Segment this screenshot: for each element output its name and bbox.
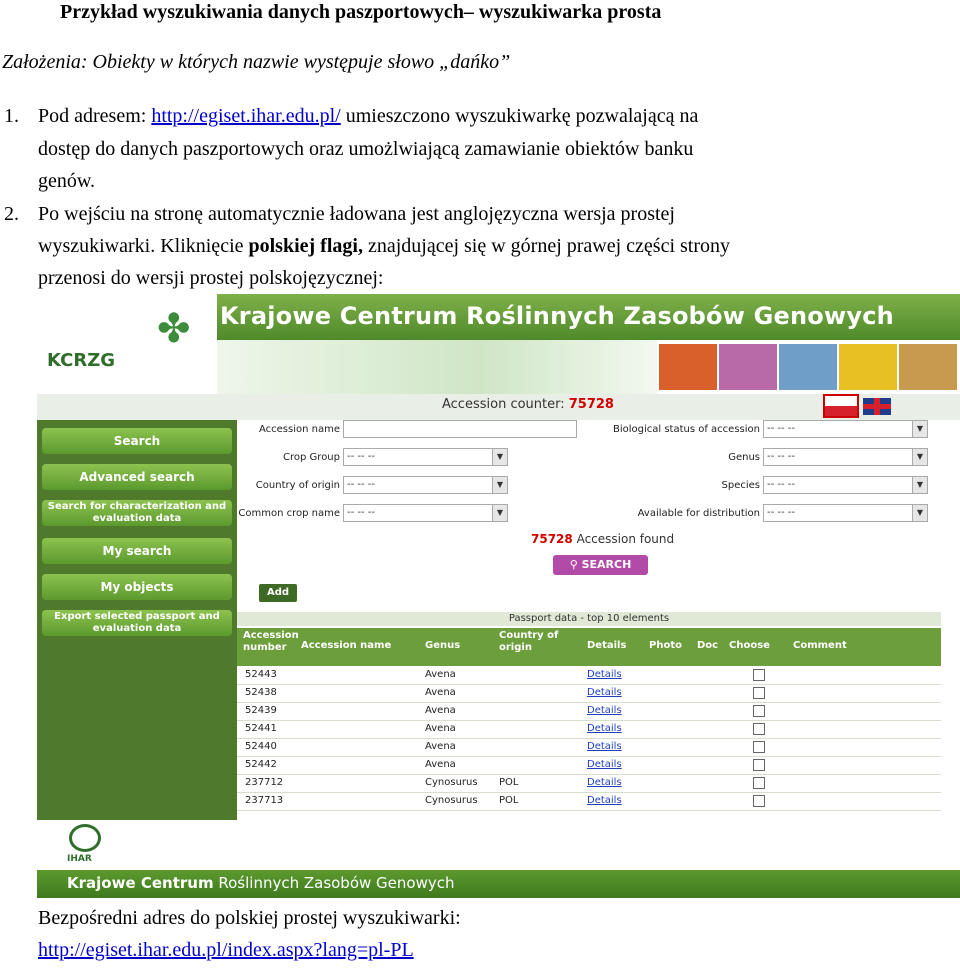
accession-found	[531, 532, 674, 546]
cell-accession: 237712	[245, 777, 284, 788]
cell-accession: 52443	[245, 669, 277, 680]
chevron-down-icon: ▼	[912, 421, 927, 437]
table-row	[237, 702, 941, 721]
details-link[interactable]: Details	[587, 705, 622, 716]
add-button[interactable]: Add	[259, 584, 297, 602]
cell-genus: Avena	[425, 669, 456, 680]
chevron-down-icon: ▼	[492, 505, 507, 521]
availability-value: -- -- --	[767, 507, 796, 518]
polish-search-link[interactable]: http://egiset.ihar.edu.pl/index.aspx?lang=pl-PL	[38, 939, 414, 961]
footer-logo-area	[37, 820, 960, 870]
crop-group-label: Crop Group	[283, 452, 340, 463]
chevron-down-icon: ▼	[492, 449, 507, 465]
clover-icon: ✤	[157, 306, 191, 352]
search-page-screenshot	[37, 294, 960, 898]
item2-line2-prefix: wyszukiwarki. Kliknięcie	[38, 235, 249, 257]
table-row	[237, 684, 941, 703]
counter-value: 75728	[568, 397, 614, 412]
bio-status-value: -- -- --	[767, 423, 796, 434]
col-details: Details	[587, 640, 627, 651]
footer-title-rest: Roślinnych Zasobów Genowych	[213, 874, 455, 892]
item2-line2-suffix: znajdującej się w górnej prawej części strony	[362, 235, 731, 257]
genus-value: -- -- --	[767, 451, 796, 462]
genus-label: Genus	[728, 452, 760, 463]
cell-accession: 52442	[245, 759, 277, 770]
accession-name-input[interactable]	[343, 420, 577, 438]
sidebar-advanced-search[interactable]: Advanced search	[42, 464, 232, 490]
sidebar-my-search[interactable]: My search	[42, 538, 232, 564]
item2-line1: Po wejściu na stronę automatycznie ładowana jest anglojęzyczna wersja prostej	[38, 203, 675, 225]
flower-image	[719, 344, 777, 390]
bio-status-label: Biological status of accession	[612, 424, 760, 435]
sunflower-image	[839, 344, 897, 390]
species-select[interactable]	[763, 476, 928, 494]
footer-title-bold: Krajowe Centrum	[67, 874, 214, 892]
genus-select[interactable]	[763, 448, 928, 466]
col-choose: Choose	[729, 640, 770, 651]
item2-number: 2.	[4, 203, 19, 225]
umbel-image	[779, 344, 837, 390]
col-genus: Genus	[425, 640, 461, 651]
counter-label: Accession counter:	[442, 397, 569, 412]
col-photo: Photo	[649, 640, 682, 651]
uk-flag-icon[interactable]	[863, 398, 891, 415]
table-caption: Passport data - top 10 elements	[237, 612, 941, 626]
plant-thumbnails	[659, 344, 957, 390]
sidebar-characterization-search[interactable]: Search for characterization and evaluation data	[42, 500, 232, 526]
chevron-down-icon: ▼	[912, 449, 927, 465]
item1-line3: genów.	[38, 170, 96, 192]
common-crop-value: -- -- --	[347, 507, 376, 518]
polish-flag-icon[interactable]	[823, 394, 859, 418]
chevron-down-icon: ▼	[912, 477, 927, 493]
sidebar-export[interactable]: Export selected passport and evaluation data	[42, 610, 232, 636]
item2-line3: przenosi do wersji prostej polskojęzycznej:	[38, 267, 384, 289]
polish-flag-text: polskiej flagi,	[248, 235, 363, 257]
cell-genus: Avena	[425, 687, 456, 698]
logo-text: KCRZG	[47, 350, 116, 371]
item2-line2	[38, 234, 730, 258]
accession-name-label: Accession name	[258, 424, 340, 435]
cell-genus: Avena	[425, 741, 456, 752]
availability-label: Available for distribution	[637, 508, 760, 519]
item1-line1	[38, 104, 698, 128]
species-label: Species	[721, 480, 760, 491]
species-value: -- -- --	[767, 479, 796, 490]
common-crop-label: Common crop name	[238, 508, 340, 519]
availability-select[interactable]	[763, 504, 928, 522]
cell-accession: 52438	[245, 687, 277, 698]
egiset-link[interactable]: http://egiset.ihar.edu.pl/	[151, 105, 341, 127]
cell-accession: 52440	[245, 741, 277, 752]
cell-genus: Avena	[425, 723, 456, 734]
table-row	[237, 720, 941, 739]
document-title: Przykład wyszukiwania danych paszportowych– wyszukiwarka prosta	[60, 1, 662, 23]
country-select[interactable]	[343, 476, 508, 494]
ihar-logo-icon	[69, 824, 101, 852]
footer-title	[67, 874, 454, 892]
search-button-label: SEARCH	[581, 558, 632, 571]
carrot-image	[659, 344, 717, 390]
item1-prefix: Pod adresem:	[38, 105, 152, 127]
country-label: Country of origin	[255, 480, 340, 491]
grain-image	[899, 344, 957, 390]
cell-genus: Avena	[425, 705, 456, 716]
table-header	[237, 628, 941, 666]
table-row	[237, 774, 941, 793]
choose-checkbox[interactable]	[753, 723, 765, 735]
bio-status-select[interactable]	[763, 420, 928, 438]
cell-genus: Cynosurus	[425, 795, 478, 806]
chevron-down-icon: ▼	[492, 477, 507, 493]
sidebar-search[interactable]: Search	[42, 428, 232, 454]
col-accession-number: Accession number	[243, 630, 299, 653]
choose-checkbox[interactable]	[753, 777, 765, 789]
banner	[37, 294, 960, 394]
banner-art	[217, 340, 657, 394]
table-row	[237, 738, 941, 757]
sidebar	[37, 420, 237, 820]
crop-group-select[interactable]	[343, 448, 508, 466]
kcrzg-logo	[37, 294, 217, 394]
cell-genus: Cynosurus	[425, 777, 478, 788]
choose-checkbox[interactable]	[753, 741, 765, 753]
details-link[interactable]: Details	[587, 687, 622, 698]
bottom-text: Bezpośredni adres do polskiej prostej wyszukiwarki:	[38, 907, 461, 929]
table-row	[237, 792, 941, 811]
table-row	[237, 756, 941, 775]
search-button[interactable]	[553, 555, 648, 575]
details-link[interactable]: Details	[587, 723, 622, 734]
found-count: 75728	[531, 532, 573, 546]
cell-country: POL	[499, 777, 519, 788]
choose-checkbox[interactable]	[753, 759, 765, 771]
cell-country: POL	[499, 795, 519, 806]
chevron-down-icon: ▼	[912, 505, 927, 521]
country-value: -- -- --	[347, 479, 376, 490]
details-link[interactable]: Details	[587, 777, 622, 788]
item1-suffix: umieszczono wyszukiwarkę pozwalającą na	[340, 105, 699, 127]
cell-accession: 52441	[245, 723, 277, 734]
cell-genus: Avena	[425, 759, 456, 770]
col-doc: Doc	[697, 640, 719, 651]
col-country: Country of origin	[499, 630, 559, 653]
details-link[interactable]: Details	[587, 741, 622, 752]
table-row	[237, 666, 941, 685]
cell-accession: 52439	[245, 705, 277, 716]
col-comment: Comment	[793, 640, 847, 651]
details-link[interactable]: Details	[587, 795, 622, 806]
item1-line2: dostęp do danych paszportowych oraz umożlwiającą zamawianie obiektów banku	[38, 138, 694, 160]
found-label: Accession found	[572, 532, 675, 546]
table-body	[237, 666, 941, 812]
banner-title: Krajowe Centrum Roślinnych Zasobów Genowych	[220, 302, 894, 330]
accession-counter	[442, 397, 614, 412]
choose-checkbox[interactable]	[753, 687, 765, 699]
common-crop-select[interactable]	[343, 504, 508, 522]
crop-group-value: -- -- --	[347, 451, 376, 462]
assumption-text: Założenia: Obiekty w których nazwie występuje słowo „dańko”	[2, 51, 511, 73]
choose-checkbox[interactable]	[753, 795, 765, 807]
col-accession-name: Accession name	[301, 640, 392, 651]
details-link[interactable]: Details	[587, 759, 622, 770]
item1-number: 1.	[4, 105, 19, 127]
cell-accession: 237713	[245, 795, 284, 806]
choose-checkbox[interactable]	[753, 669, 765, 681]
search-form	[237, 420, 960, 620]
choose-checkbox[interactable]	[753, 705, 765, 717]
search-icon: ⚲	[569, 558, 582, 571]
sidebar-my-objects[interactable]: My objects	[42, 574, 232, 600]
ihar-logo-text: IHAR	[67, 854, 92, 864]
details-link[interactable]: Details	[587, 669, 622, 680]
